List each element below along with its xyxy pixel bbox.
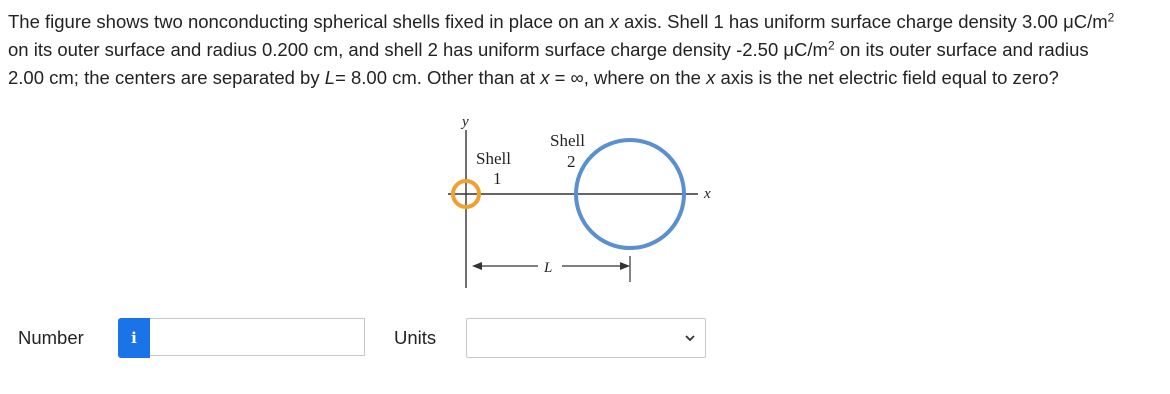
shells-figure	[440, 112, 740, 294]
chevron-down-icon	[683, 331, 697, 345]
shell-1-label-number: 1	[493, 169, 502, 188]
shell-2-label-number: 2	[567, 152, 576, 171]
question-text	[8, 8, 1164, 92]
info-icon[interactable]: i	[118, 318, 150, 358]
y-axis-label: y	[462, 114, 469, 130]
question-line-3: 2.00 cm; the centers are separated by L= 8.00 cm. Other than at x = ∞, where on the x axis is the net electric field equal to zero?	[8, 67, 1059, 88]
separation-arrow-left	[472, 262, 482, 270]
shell-1-label-word: Shell	[476, 149, 511, 168]
answer-row	[0, 316, 1170, 360]
shell-2-label-word: Shell	[550, 131, 585, 150]
units-label: Units	[394, 327, 437, 348]
question-line-2: on its outer surface and radius 0.200 cm, and shell 2 has uniform surface charge density -2.50 $\mu C/m^2$ on its outer surface and radius	[8, 38, 1089, 60]
separation-arrow-right	[620, 262, 630, 270]
number-input[interactable]	[150, 318, 365, 356]
question-line-1: The figure shows two nonconducting spherical shells fixed in place on an x axis. Shell 1 has uniform surface charge density 3.00 $\mu C/m^2$	[8, 10, 1115, 32]
x-axis-label: x	[704, 186, 711, 202]
number-label: Number	[18, 327, 84, 348]
units-select[interactable]	[466, 318, 706, 358]
separation-label: L	[544, 260, 553, 276]
shells-diagram	[440, 112, 740, 294]
